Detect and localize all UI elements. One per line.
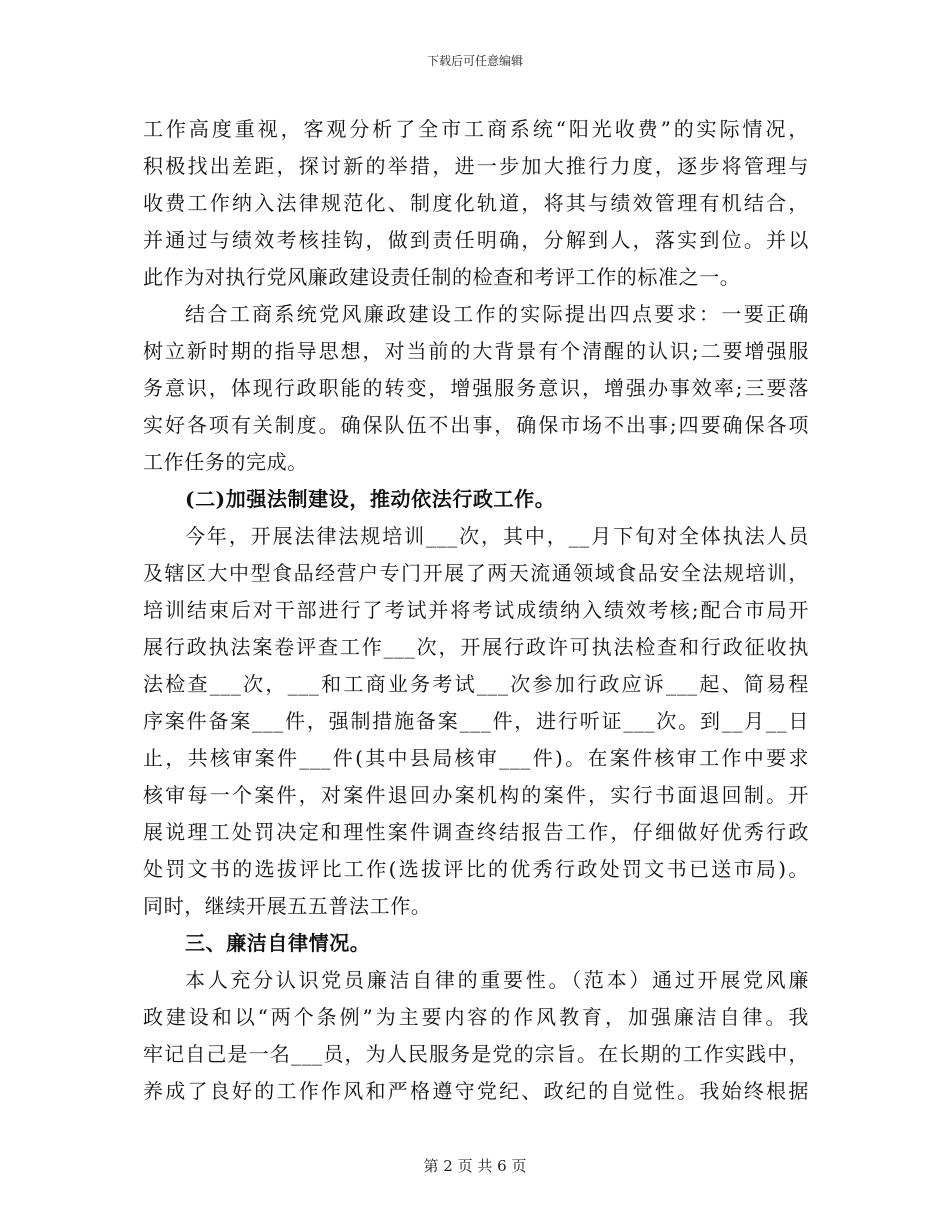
page-footer-number: 第 2 页 共 6 页	[423, 1157, 527, 1175]
text-line: 序案件备案___件，强制措施备案___件，进行听证___次。到__月__日	[143, 709, 809, 733]
text-line: 实好各项有关制度。确保队伍不出事，确保市场不出事;四要确保各项	[143, 413, 809, 437]
text-line: 务意识，体现行政职能的转变，增强服务意识，增强办事效率;三要落	[143, 376, 809, 400]
text-line: 同时，继续开展五五普法工作。	[143, 894, 432, 918]
text-line: 积极找出差距，探讨新的举措，进一步加大推行力度，逐步将管理与	[143, 154, 809, 178]
text-line: 展说理工处罚决定和理性案件调查终结报告工作，仔细做好优秀行政	[143, 820, 809, 844]
document-body	[143, 111, 809, 1110]
text-line: 核审每一个案件，对案件退回办案机构的案件，实行书面退回制。开	[143, 783, 809, 807]
text-line: 培训结束后对干部进行了考试并将考试成绩纳入绩效考核;配合市局开	[143, 598, 809, 622]
text-line: 今年，开展法律法规培训___次，其中，__月下旬对全体执法人员	[185, 524, 809, 548]
text-line: 工作高度重视，客观分析了全市工商系统“阳光收费”的实际情况，	[143, 117, 809, 141]
page-header-note: 下载后可任意编辑	[426, 54, 523, 68]
text-line: 养成了良好的工作作风和严格遵守党纪、政纪的自觉性。我始终根据	[143, 1079, 809, 1103]
section-heading: (二)加强法制建设，推动依法行政工作。	[185, 487, 556, 511]
text-line: 处罚文书的选拔评比工作(选拔评比的优秀行政处罚文书已送市局)。	[143, 857, 809, 881]
text-line: 牢记自己是一名___员，为人民服务是党的宗旨。在长期的工作实践中，	[143, 1042, 809, 1066]
text-line: 并通过与绩效考核挂钩，做到责任明确，分解到人，落实到位。并以	[143, 228, 809, 252]
text-line: 树立新时期的指导思想，对当前的大背景有个清醒的认识;二要增强服	[143, 339, 809, 363]
text-line: 收费工作纳入法律规范化、制度化轨道，将其与绩效管理有机结合，	[143, 191, 809, 215]
text-line: 及辖区大中型食品经营户专门开展了两天流通领域食品安全法规培训，	[143, 561, 809, 585]
text-line: 此作为对执行党风廉政建设责任制的检查和考评工作的标准之一。	[143, 265, 741, 289]
text-line: 本人充分认识党员廉洁自律的重要性。（范本）通过开展党风廉	[185, 968, 809, 992]
text-line: 政建设和以“两个条例”为主要内容的作风教育，加强廉洁自律。我	[143, 1005, 809, 1029]
text-line: 法检查___次，___和工商业务考试___次参加行政应诉___起、简易程	[143, 672, 809, 696]
text-line: 结合工商系统党风廉政建设工作的实际提出四点要求：一要正确	[185, 302, 809, 326]
text-line: 工作任务的完成。	[143, 450, 308, 474]
section-heading: 三、廉洁自律情况。	[185, 931, 371, 955]
text-line: 展行政执法案卷评查工作___次，开展行政许可执法检查和行政征收执	[143, 635, 809, 659]
text-line: 止，共核审案件___件(其中县局核审___件)。在案件核审工作中要求	[143, 746, 809, 770]
